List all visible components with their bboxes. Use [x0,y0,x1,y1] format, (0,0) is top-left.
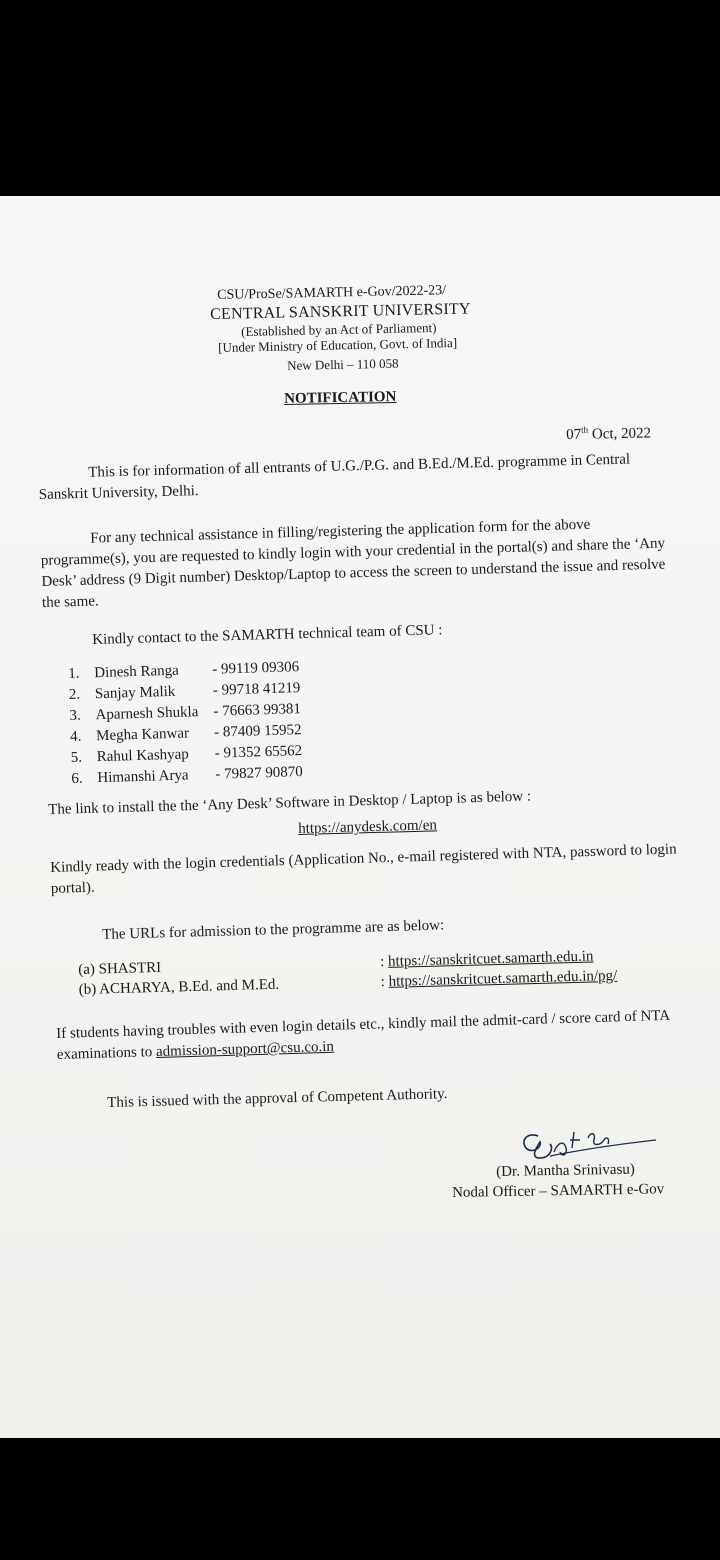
contact-item: 2. Sanjay Malik - 99718 41219 [69,678,301,706]
contact-phone: - 99119 09306 [211,659,300,678]
acharya-url-link[interactable]: https://sanskritcuet.samarth.edu.in/pg/ [388,967,618,990]
contact-list [68,657,303,790]
urls-intro: The URLs for admission to the programme are as below: [102,917,445,943]
anydesk-intro: The link to install the the ‘Any Desk’ Software in Desktop / Laptop is as below : [48,788,532,818]
contact-item: 1. Dinesh Ranga - 99119 09306 [68,657,300,685]
contact-name: Aparnesh Shukla [95,704,199,724]
ministry-line: [Under Ministry of Education, Govt. of India] [218,334,458,355]
university-name: CENTRAL SANSKRIT UNIVERSITY [210,300,471,323]
top-black-bar [0,0,720,196]
notification-date: 07th Oct, 2022 [566,424,652,443]
address-line: New Delhi – 110 058 [287,355,399,373]
troubles-paragraph: If students having troubles with even login details etc., kindly mail the admit-card / score card of NTA examinations to admission-support@csu.co.in [56,1007,670,1063]
credentials-paragraph: Kindly ready with the login credentials (Application No., e-mail registered with NTA, password to login portal). [50,841,677,897]
bottom-black-bar [0,1438,720,1560]
contact-name: Sanjay Malik [94,683,176,703]
support-email-link[interactable]: admission-support@csu.co.in [155,1038,335,1061]
contact-name: Dinesh Ranga [94,662,180,682]
url-label: (b) ACHARYA, B.Ed. and M.Ed. [78,976,280,998]
anydesk-link[interactable]: https://anydesk.com/en [298,817,438,837]
notification-title: NOTIFICATION [284,389,397,407]
contact-item: 6. Himanshi Arya - 79827 90870 [71,762,303,790]
url-row: (a) SHASTRI : https://sanskritcuet.samarth.edu.in [78,948,594,978]
url-row: (b) ACHARYA, B.Ed. and M.Ed. : https://sanskritcuet.samarth.edu.in/pg/ [78,967,618,998]
signatory-title: Nodal Officer – SAMARTH e-Gov [452,1181,665,1201]
signature-mark [510,1118,660,1168]
shastri-url-link[interactable]: https://sanskritcuet.samarth.edu.in [387,948,594,970]
contact-intro: Kindly contact to the SAMARTH technical team of CSU : [92,622,443,648]
contact-phone: - 91352 65562 [214,743,303,762]
signatory-name: (Dr. Mantha Srinivasu) [496,1161,635,1180]
reference-number: CSU/ProSe/SAMARTH e-Gov/2022-23/ [217,283,447,303]
contact-phone: - 99718 41219 [212,680,301,699]
contact-item: 4. Megha Kanwar - 87409 15952 [70,720,302,748]
contact-phone: - 76663 99381 [213,701,302,720]
contact-name: Rahul Kashyap [96,746,190,766]
contact-phone: - 87409 15952 [213,722,302,741]
contact-name: Himanshi Arya [97,767,189,787]
contact-phone: - 79827 90870 [215,764,304,783]
approval-line: This is issued with the approval of Competent Authority. [107,1086,448,1111]
intro-paragraph: This is for information of all entrants of U.G./P.G. and B.Ed./M.Ed. programme in Central Sanskrit University, Delhi. [38,451,631,503]
url-label: (a) SHASTRI [78,959,162,978]
established-line: (Established by an Act of Parliament) [241,319,437,339]
assistance-paragraph: For any technical assistance in filling/registering the application form for the above programme(s), you are requested to kindly login with your credential in the portal(s) and share the ‘Any Desk’ address (9 Digit number) Desktop/Laptop to access the screen to understand the issue and resolve the same. [40,516,666,611]
contact-item: 5. Rahul Kashyap - 91352 65562 [70,741,302,769]
contact-name: Megha Kanwar [95,725,190,745]
contact-item: 3. Aparnesh Shukla - 76663 99381 [69,699,301,727]
